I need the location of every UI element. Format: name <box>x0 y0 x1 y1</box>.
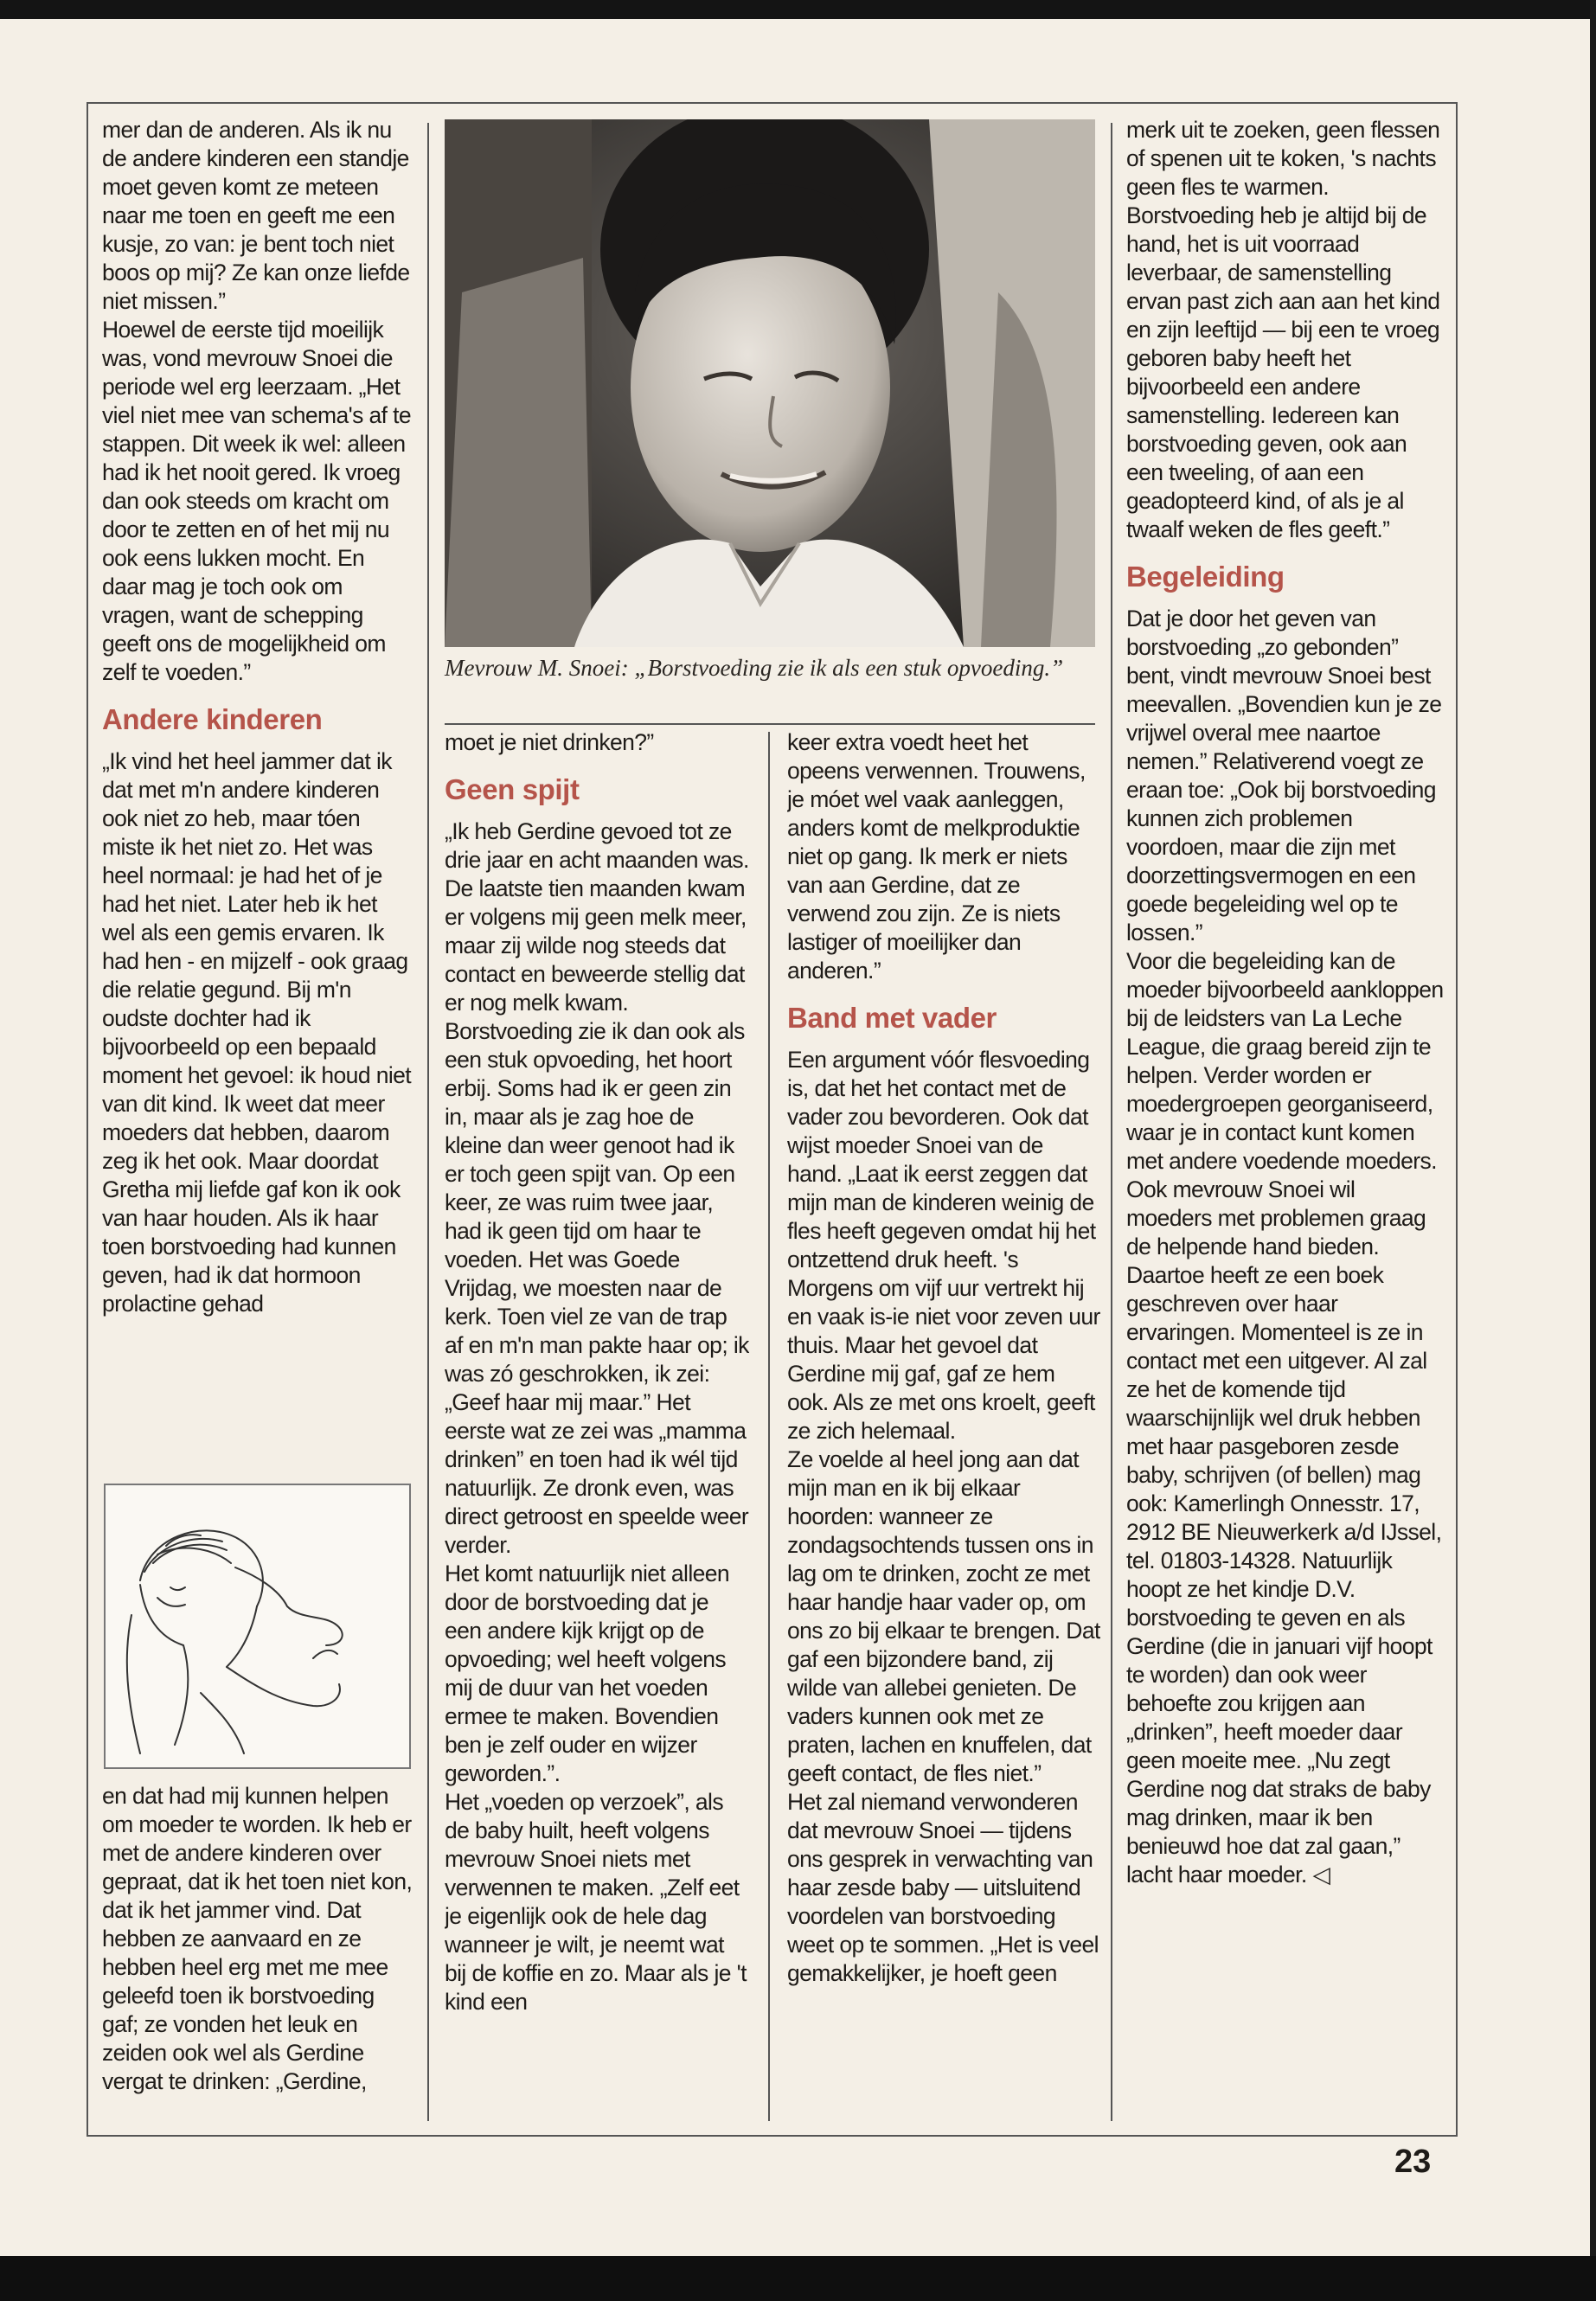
paragraph: Een argument vóór flesvoeding is, dat het het contact met de vader zou bevorderen. Ook dat wijst moeder Snoei van de hand. „Laat ik eerst zeggen dat mijn man de kinderen weinig de fles heeft gegeven omdat hij het ontzettend druk heeft. 's Morgens om vijf uur vertrekt hij en vaak is-ie niet voor zeven uur thuis. Maar het gevoel dat Gerdine mij gaf, gaf ze hem ook. Als ze met ons kroelt, geeft ze zich helemaal. <box>787 1047 1100 1444</box>
paragraph: en dat had mij kunnen helpen om moeder te worden. Ik heb er met de andere kinderen over gepraat, dat ik het toen niet kon, dat ik het jammer vind. Dat hebben ze aanvaard en ze hebben heel erg met me mee geleefd toen ik borstvoeding gaf; ze vonden het leuk en zeiden ook wel als Gerdine vergat te drinken: „Gerdine, <box>102 1783 413 2094</box>
paragraph: mer dan de anderen. Als ik nu de andere kinderen een standje moet geven komt ze meteen naar me toen en geeft me een kusje, zo van: je bent toch niet boos op mij? Ze kan onze liefde niet missen.” <box>102 117 410 314</box>
paragraph: Het komt natuurlijk niet alleen door de borstvoeding dat je een andere kijk krijgt op de opvoeding; wel heeft volgens mij de duur van het voeden ermee te maken. Bovendien ben je zelf ouder en wijzer geworden.”. <box>445 1561 730 1786</box>
bottom-scan-edge <box>0 2256 1596 2301</box>
paragraph: Hoewel de eerste tijd moeilijk was, vond mevrouw Snoei die periode wel erg leerzaam. „Het viel niet mee van schema's af te stappen. Dit week ik wel: alleen had ik het nooit gered. Ik vroeg dan ook steeds om kracht om door te zetten en of het mij nu ook eens lukken mocht. En daar mag je toch ook om vragen, want de schepping geeft ons de mogelijkheid om zelf te voeden.” <box>102 317 412 685</box>
section-heading-begeleiding: Begeleiding <box>1126 561 1285 593</box>
paragraph: moet je niet drinken?” <box>445 729 654 755</box>
paragraph: „Ik heb Gerdine gevoed tot ze drie jaar en acht maanden was. De laatste tien maanden kwam er volgens mij geen melk meer, maar zij wilde nog steeds dat contact en beweerde stellig dat er nog melk kwam. Borstvoeding zie ik dan ook als een stuk opvoeding, het hoort erbij. Soms had ik er geen zin in, maar als je zag hoe de kleine dan weer genoot had ik er toch geen spijt van. Op een keer, ze was ruim twee jaar, had ik geen tijd om haar te voeden. Het was Goede Vrijdag, we moesten naar de kerk. Toen viel ze van de trap af en m'n man pakte haar op; ik was zó geschrokken, ik zei: „Geef haar mij maar.” Het eerste wat ze zei was „mamma drinken” en toen had ik wél tijd natuurlijk. Ze dronk even, was direct getroost en speelde weer verder. <box>445 818 749 1558</box>
top-scan-edge <box>0 0 1596 19</box>
paragraph: Voor die begeleiding kan de moeder bijvoorbeeld aankloppen bij de leidsters van La Leche League, die graag bereid zijn te helpen. Verder worden er moedergroepen georganiseerd, waar je in contact kunt komen met andere voedende moeders. Ook mevrouw Snoei wil moeders met problemen graag de helpende hand bieden. Daartoe heeft ze een boek geschreven over haar ervaringen. Momenteel is ze in contact met een uitgever. Al zal ze het de komende tijd waarschijnlijk wel druk hebben met haar pasgeboren zesde baby, schrijven (of bellen) mag ook: Kamerlingh Onnesstr. 17, 2912 BE Nieuwerkerk a/d IJssel, tel. 01803-14328. Natuurlijk hoopt ze het kindje D.V. borstvoeding te geven en als Gerdine (die in januari vijf hoopt te worden) dan ook weer behoefte zou krijgen aan „drinken”, heeft moeder daar geen moeite mee. „Nu zegt Gerdine nog dat straks de baby mag drinken, maar ik ben benieuwd hoe dat zal gaan,” lacht haar moeder. ◁ <box>1126 948 1444 1888</box>
paragraph: keer extra voedt heet het opeens verwennen. Trouwens, je móet wel vaak aanleggen, anders komt de melkproduktie niet op gang. Ik merk er niets van aan Gerdine, dat ze verwend zou zijn. Ze is niets lastiger of moeilijker dan anderen.” <box>787 729 1086 984</box>
paragraph: merk uit te zoeken, geen flessen of spenen uit te koken, 's nachts geen fles te warmen. Borstvoeding heb je altijd bij de hand, het is uit voorraad leverbaar, de samenstelling ervan past zich aan aan het kind en zijn leeftijd — bij een te vroeg geboren baby heeft het bijvoorbeeld een andere samenstelling. Iedereen kan borstvoeding geven, ook aan een tweeling, of aan een geadopteerd kind, of als je al twaalf weken de fles geeft.” <box>1126 117 1440 542</box>
section-heading-geen-spijt: Geen spijt <box>445 773 580 805</box>
caption-rule <box>445 723 1095 725</box>
paragraph: „Ik vind het heel jammer dat ik dat met m'n andere kinderen ook niet zo heb, maar tóen miste ik het niet zo. Het was heel normaal: je had het of je had het niet. Later heb ik het wel als een gemis ervaren. Ik had hen - en mijzelf - ook graag die relatie gegund. Bij m'n oudste dochter had ik bijvoorbeeld op een bepaald moment het gevoel: ik houd niet van dit kind. Ik weet dat meer moeders dat hebben, daarom zeg ik het ook. Maar doordat Gretha mij liefde gaf kon ik ook van haar houden. Als ik haar toen borstvoeding had kunnen geven, had ik dat hormoon prolactine gehad <box>102 748 412 1317</box>
page-number: 23 <box>1394 2144 1432 2180</box>
section-heading-band-met-vader: Band met vader <box>787 1002 997 1034</box>
photo-caption: Mevrouw M. Snoei: „Borstvoeding zie ik als een stuk opvoeding.” <box>445 655 1064 681</box>
column-divider <box>768 732 770 2121</box>
paragraph: Ze voelde al heel jong aan dat mijn man en ik bij elkaar hoorden: wanneer ze zondagsochtends tussen ons in lag om te drinken, zocht ze met haar handje haar vader op, om ons zo bij elkaar te brengen. Dat gaf een bijzondere band, zij wilde van allebei genieten. De vaders kunnen ook met ze praten, lachen en knuffelen, dat geeft contact, de fles niet.” <box>787 1446 1100 1786</box>
column-divider <box>427 123 429 2121</box>
paragraph: Het zal niemand verwonderen dat mevrouw Snoei — tijdens ons gesprek in verwachting van haar zesde baby — uitsluitend voordelen van borstvoeding weet op te sommen. „Het is veel gemakkelijker, je hoeft geen <box>787 1789 1099 1986</box>
column-3 <box>787 728 1100 2130</box>
portrait-photo <box>445 119 1095 647</box>
woman-portrait-image <box>445 119 1095 647</box>
column-4 <box>1126 116 1445 2131</box>
column-1 <box>102 116 413 1612</box>
column-2 <box>445 728 749 2130</box>
column-1-continued <box>102 1782 413 2128</box>
sketch-drawing <box>106 1485 411 1769</box>
breastfeeding-sketch-illustration <box>104 1484 411 1769</box>
section-heading-andere-kinderen: Andere kinderen <box>102 703 323 735</box>
paragraph: Dat je door het geven van borstvoeding „zo gebonden” bent, vindt mevrouw Snoei best meevallen. „Bovendien kun je ze vrijwel overal mee naartoe nemen.” Relativerend voegt ze eraan toe: „Ook bij borstvoeding kunnen zich problemen voordoen, maar die zijn met doorzettingsvermogen en een goede begeleiding wel op te lossen.” <box>1126 606 1442 945</box>
right-scan-edge <box>1590 0 1596 2301</box>
paragraph: Het „voeden op verzoek”, als de baby huilt, heeft volgens mevrouw Snoei niets met verwennen te maken. „Zelf eet je eigenlijk ook de hele dag wanneer je wilt, je neemt wat bij de koffie en zo. Maar als je 't kind een <box>445 1789 747 2015</box>
column-divider <box>1111 123 1112 2121</box>
